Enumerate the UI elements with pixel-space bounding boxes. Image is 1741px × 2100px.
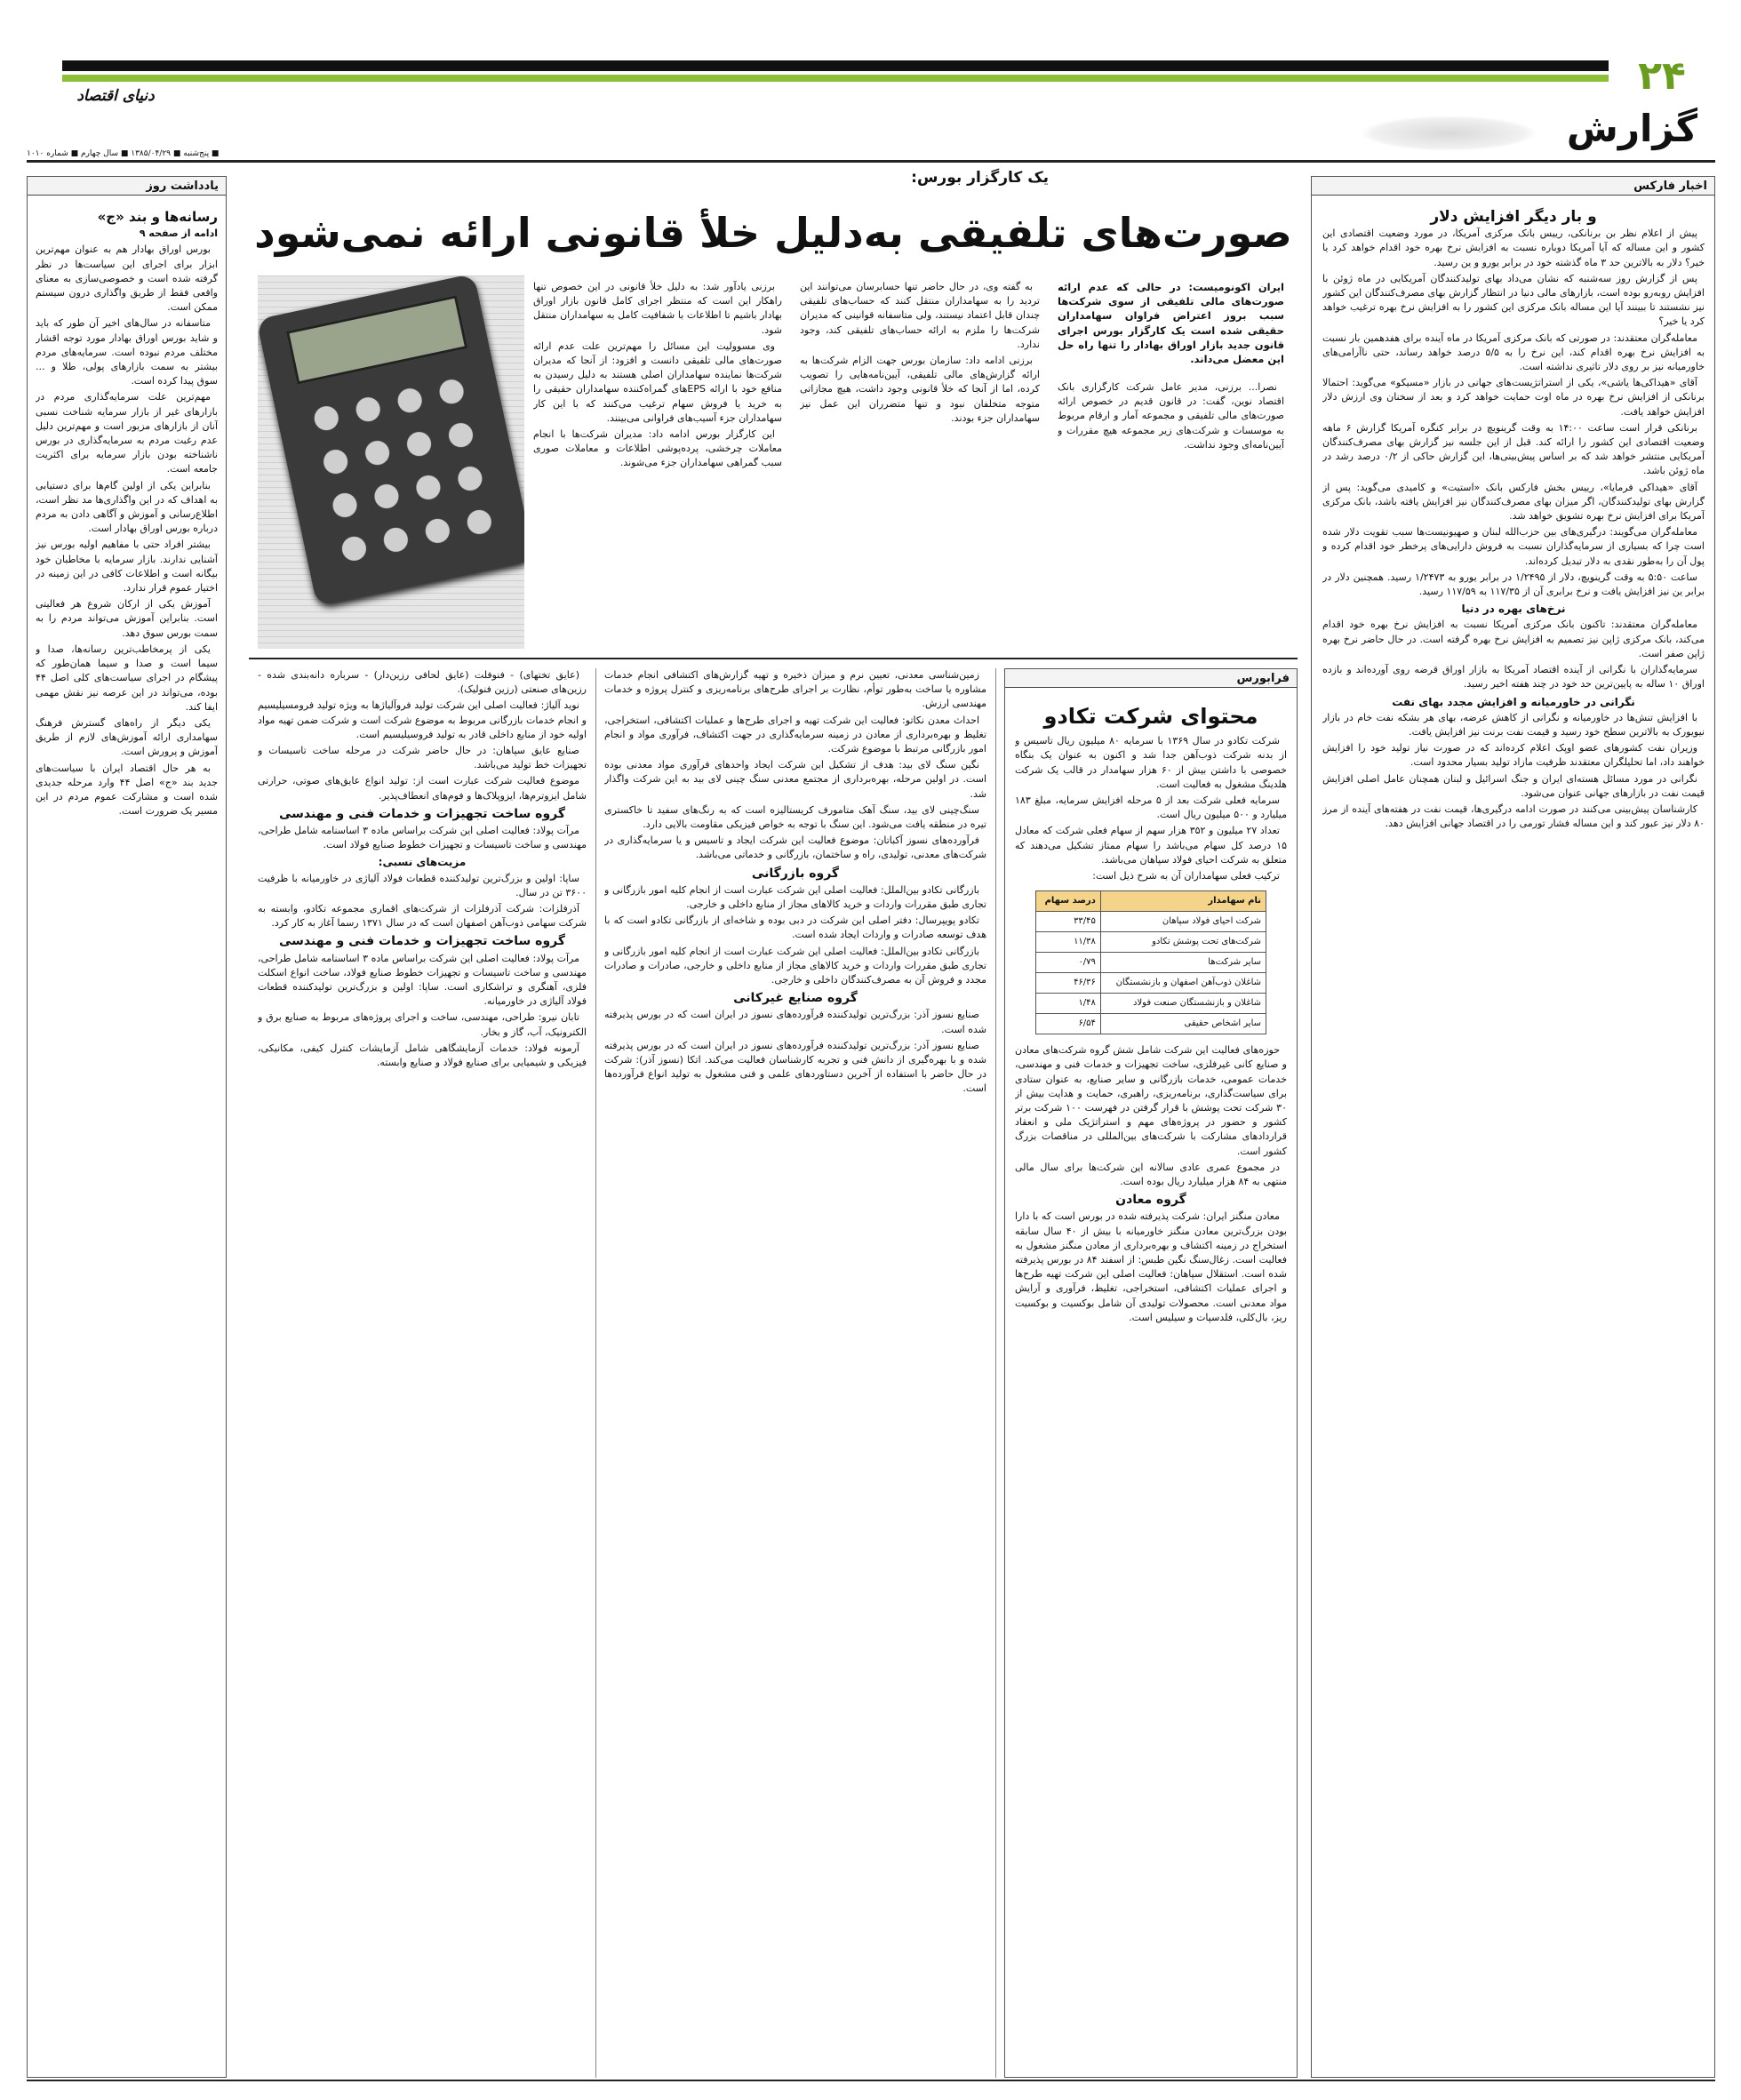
- story-lead-text: ایران اکونومیست: در حالی که عدم ارائه صورت‌های مالی تلفیقی از سوی شرکت‌ها سبب بروز اعتراض فراوان سهامداران حقیقی شده است یک کارگزار بورس اجرای قانون جدید بازار اوراق بهادار را تنها راه حل این معضل می‌داند.: [1058, 281, 1284, 366]
- page-header: [27, 53, 1715, 160]
- forex-column: [1322, 206, 1705, 2068]
- faraboorse-col-c: [258, 668, 587, 2072]
- section-title: گزارش: [1566, 107, 1697, 150]
- note-paragraph: بورس اوراق بهادار هم به عنوان مهم‌ترین ابزار برای اجرای این سیاست‌ها در نظر گرفته شده است و خصوصی‌سازی به معنای واقعی فقط از طریق واگذاری درون سیستم ممکن است.: [36, 244, 218, 314]
- issue-line: ■ پنج‌شنبه ■ ۱۳۸۵/۰۴/۲۹ ■ سال چهارم ■ شماره ۱۰۱۰: [27, 149, 220, 158]
- faraboorse-headline: محتوای شرکت تکادو: [1043, 704, 1258, 729]
- faraboorse-paragraph: بازرگانی تکادو بین‌الملل: فعالیت اصلی این شرکت عبارت است از انجام کلیه امور بازرگانی و تجاری طبق مقررات واردات و خرید کالاهای مجاز از منابع داخلی و خارجی.: [604, 883, 986, 911]
- note-paragraph: متاسفانه در سال‌های اخیر آن طور که باید و شاید بورس اوراق بهادار مورد توجه اقشار مختلف مردم نبوده است. سرمایه‌های مردم بیشتر به سمت بازارهای پولی، طلا و ... سوق پیدا کرده است.: [36, 317, 218, 387]
- table-cell: شرکت‌های تحت پوشش تکادو: [1100, 932, 1266, 953]
- faraboorse-paragraph: موضوع فعالیت شرکت عبارت است از: تولید انواع عایق‌های صوتی، حرارتی شامل ایزوترم‌ها، ایزوپلاک‌ها و فوم‌های انعطاف‌پذیر.: [258, 775, 587, 802]
- group-title: گروه ساخت تجهیزات و خدمات فنی و مهندسی: [278, 934, 565, 949]
- note-paragraph: یکی دیگر از راه‌های گسترش فرهنگ سهامداری ارائه آموزش‌های لازم از طریق آموزش و پرورش است.: [36, 716, 218, 758]
- story-col-1: [1058, 380, 1284, 647]
- table-cell: ۱۱/۳۸: [1036, 932, 1101, 953]
- note-column: [36, 206, 218, 2068]
- world-map-graphic: [1360, 116, 1537, 151]
- story-col-2: [800, 280, 1040, 649]
- forex-paragraph: معامله‌گران معتقدند: تاکنون بانک مرکزی آمریکا نسبت به افزایش نرخ بهره خود اقدام می‌کند، بانک مرکزی ژاپن نیز تصمیم به افزایش نرخ بهره گرفته است. در حال حاضر نرخ بهره ژاپن صفر است.: [1322, 619, 1705, 659]
- table-cell: سایر شرکت‌ها: [1100, 953, 1266, 973]
- faraboorse-paragraph: مرآت پولاد: فعالیت اصلی این شرکت براساس ماده ۳ اساسنامه شامل طراحی، مهندسی و ساخت تاسیسات و تجهیزات خطوط صنایع فولاد است.: [258, 825, 587, 851]
- story-paragraph: برزنی یادآور شد: به دلیل خلأ قانونی در این خصوص تنها راهکار این است که منتظر اجرای کامل قانون بازار اوراق بهادار باشیم تا اطلاعات با شفافیت کامل به سهامداران منتقل شود.: [533, 281, 782, 336]
- faraboorse-paragraph: در مجموع عمری عادی سالانه این شرکت‌ها برای سال مالی منتهی به ۸۴ هزار میلیارد ریال بوده است.: [1015, 1161, 1287, 1188]
- faraboorse-col-b: [604, 668, 986, 2072]
- forex-subhead-oil: نگرانی در خاورمیانه و افزایش مجدد بهای نفت: [1392, 695, 1635, 708]
- faraboorse-paragraph: (عایق تختهای) - فنوفلت (عایق لحافی رزین‌دار) - سرباره دانه‌بندی شده - رزین‌های صنعتی (رزین فنولیک).: [258, 669, 587, 696]
- forex-paragraph: آقای «هیداکی‌ها یاشی»، یکی از استراتژیست‌های جهانی در بازار «مسیکو» می‌گوید: احتمالا برنانکی از افزایش نرخ بهره در ماه اوت حمایت خواهد کرد و بعد از سخنان وی ارزش دلار افزایش خواهد یافت.: [1322, 377, 1705, 418]
- column-rule: [595, 668, 596, 2078]
- forex-paragraph: معامله‌گران می‌گویند: درگیری‌های بین حزب‌الله لبنان و صهیونیست‌ها سبب تقویت دلار شده است چرا که بسیاری از سرمایه‌گذاران نسبت به فروش دارایی‌های پرخطر خود اقدام کرده و پول آن را به‌طور نقدی به دلار تبدیل کرده‌اند.: [1322, 526, 1705, 567]
- faraboorse-paragraph: حوزه‌های فعالیت این شرکت شامل شش گروه شرکت‌های معادن و صنایع کانی غیرفلزی، ساخت تجهیزات و خدمات فنی و مهندسی، خدمات عمومی، خدمات بازرگانی و سایر صنایع، به عنوان ستادی برای سیاست‌گذاری، برنامه‌ریزی، راهبری، حمایت و هدایت بیش از ۳۰ شرکت تحت پوشش با قرار گرفتن در فهرست ۱۰۰ شرکت برتر کشور و حضور در پروژه‌های مهم و استراتژیک ملی و انعقاد قراردادهای مشارکت با شرکت‌های بین‌المللی در مناقصات بزرگ کشور است.: [1015, 1044, 1287, 1157]
- note-paragraph: به هر حال اقتصاد ایران با سیاست‌های جدید بند «ج» اصل ۴۴ وارد مرحله جدیدی شده است و مشارکت عموم مردم در این مسیر یک ضرورت است.: [36, 762, 218, 818]
- forex-paragraph: وزیران نفت کشورهای عضو اوپک اعلام کرده‌اند که در صورت نیاز تولید خود را افزایش خواهند داد، اما تحلیلگران معتقدند ظرفیت مازاد تولید بسیار محدود است.: [1322, 742, 1705, 769]
- note-continued: ادامه از صفحه ۹: [139, 228, 218, 240]
- faraboorse-paragraph: احداث معدن نکاتو: فعالیت این شرکت تهیه و اجرای طرح‌ها و عملیات اکتشافی، استخراجی، تغلیظ و بهره‌برداری از معادن در زمینه سرمایه‌گذاری در جهت اکتشاف، فرآوری مواد و انجام امور بازرگانی مرتبط با موضوع شرکت.: [604, 714, 986, 755]
- forex-paragraph: پیش از اعلام نظر بن برنانکی، رییس بانک مرکزی آمریکا، در مورد وضعیت اقتصادی این کشور و این مساله که آیا آمریکا دوباره نسبت به افزایش نرخ بهره خود اقدام خواهد کرد یا خیر؟ دلار به بالاترین حد ۳ ماه گذشته خود در برابر یورو و ین رسید.: [1322, 228, 1705, 268]
- note-paragraph: مهم‌ترین علت سرمایه‌گذاری مردم در بازارهای غیر از بازار سرمایه شناخت نسبی آنان از بازارهای مزبور است و مهم‌ترین دلیل عدم رغبت مردم به سرمایه‌گذاری در بورس ناشناخته بودن بازار سرمایه برای اکثریت جامعه است.: [36, 391, 218, 475]
- faraboorse-paragraph: ساپا: اولین و بزرگ‌ترین تولیدکننده قطعات فولاد آلیاژی در خاورمیانه با ظرفیت ۳۶۰۰ تن در سال.: [258, 872, 587, 898]
- story-paragraph: برزنی ادامه داد: سازمان بورس جهت الزام شرکت‌ها به ارائه گزارش‌های مالی تلفیقی، آیین‌نامه‌هایی را تصویب کرده، اما از آنجا که خلأ قانونی وجود داشت، هیچ مجازاتی متوجه متخلفان نبود و تنها متضرران این عمل نیز سهامداران جزء بودند.: [800, 355, 1040, 424]
- page-number: ۲۴: [1638, 53, 1686, 99]
- newspaper-logo: دنیای اقتصاد: [76, 87, 155, 105]
- group-text: صنایع نسوز آذر: بزرگ‌ترین تولیدکننده فرآورده‌های نسوز در ایران است که در بورس پذیرفته شده و با بهره‌گیری از دانش فنی و تجربه کارشناسان فعالیت می‌کند. اتکا (نسوز آذر): شرکت در حال حاضر با استفاده از آخرین دستاوردهای علمی و فنی مشغول به تولید انواع فرآورده‌ها است.: [604, 1039, 986, 1095]
- group-text: معادن منگنز ایران: شرکت پذیرفته شده در بورس است که با دارا بودن بزرگ‌ترین معادن منگنز خاورمیانه با بیش از ۴۰ سال سابقه استخراج در زمینه اکتشاف و بهره‌برداری از معادن منگنز مشغول به فعالیت است. زغال‌سنگ نگین طبس: از اسفند ۸۴ در بورس پذیرفته شده است. استقلال سپاهان: فعالیت اصلی این شرکت تهیه طرح‌ها و اجرای عملیات اکتشافی، استخراجی، تغلیظ، فرآوری و آرایش مواد معدنی است. محصولات تولیدی آن شامل بوکسیت و بوکسیت ریز، بال‌کلی، فلدسپات و سیلیس است.: [1015, 1210, 1287, 1323]
- note-paragraph: آموزش یکی از ارکان شروع هر فعالیتی است. بنابراین آموزش می‌تواند مردم را به سمت بورس سوق دهد.: [36, 598, 218, 639]
- faraboorse-paragraph: تعداد ۲۷ میلیون و ۳۵۲ هزار سهم از سهام فعلی شرکت که معادل ۱۵ درصد کل سهام می‌باشد را سهام ممتاز تشکیل می‌دهند که متعلق به شرکت احیای فولاد سپاهان می‌باشد.: [1015, 825, 1287, 866]
- table-row: [1036, 994, 1266, 1014]
- table-row: [1036, 912, 1266, 932]
- group-title: گروه معادن: [1115, 1193, 1186, 1208]
- faraboorse-paragraph: نوید آلیاژ: فعالیت اصلی این شرکت تولید فروآلیاژها به ویژه تولید فرومسیلیسیم و انجام خدمات بازرگانی مربوط به موضوع شرکت است و شرکت ضمن تهیه مواد اولیه خود از منابع داخلی قادر به تولید فروسیلیسیم است.: [258, 699, 587, 740]
- faraboorse-paragraph: صنایع عایق سپاهان: در حال حاضر شرکت در مرحله ساخت تاسیسات و تجهیزات خط تولید می‌باشد.: [258, 745, 587, 771]
- group-title: گروه صنایع غیرکانی: [733, 991, 858, 1006]
- table-cell: ۴۶/۳۶: [1036, 973, 1101, 994]
- faraboorse-paragraph: فرآورده‌های نسوز آکباتان: موضوع فعالیت این شرکت ایجاد و تاسیس و یا سرمایه‌گذاری در شرکت‌های معدنی، تولیدی، راه و ساختمان، بازرگانی و خدماتی می‌باشد.: [604, 834, 986, 861]
- table-row: [1036, 932, 1266, 953]
- forex-box-label: اخبار فارکس: [1311, 176, 1715, 196]
- faraboorse-paragraph: نگین سنگ لای بید: هدف از تشکیل این شرکت ایجاد واحد‌های فرآوری مواد معدنی بوده است. در اولین مرحله، بهره‌برداری از مجتمع معدنی سنگ چینی لای بید به این شرکت واگذار شد.: [604, 759, 986, 800]
- group-text: بازرگانی تکادو بین‌الملل: فعالیت اصلی این شرکت عبارت است از انجام کلیه امور بازرگانی و تجاری طبق مقررات واردات و خرید کالاهای مجاز از منابع داخلی و خارجی، صادرات و صادرات مجدد و فروش آن به مصرف‌کنندگان داخلی و خارجی.: [604, 945, 986, 986]
- story-paragraph: به گفته وی، در حال حاضر تنها حسابرسان می‌توانند این تردید را به سهامداران منتقل کنند که حساب‌های تلفیقی چندان قابل اعتماد نیستند، ولی متاسفانه قوانینی که مدیران شرکت‌ها را ملزم به ارائه حساب‌های تلفیقی کند، وجود ندارد.: [800, 281, 1040, 350]
- story-headline: صورت‌های تلفیقی به‌دلیل خلأ قانونی ارائه نمی‌شود: [254, 209, 1292, 257]
- note-headline: رسانه‌ها و بند «ج»: [97, 209, 218, 225]
- shareholder-table: [1035, 890, 1266, 1034]
- faraboorse-paragraph: صنایع نسوز آذر: بزرگ‌ترین تولیدکننده فرآورده‌های نسوز در ایران است که در بورس پذیرفته شده است.: [604, 1009, 986, 1035]
- story-paragraph: نصرا... برزنی، مدیر عامل شرکت کارگزاری بانک اقتصاد نوین، گفت: در قانون قدیم در خصوص ارائه صورت‌های مالی تلفیقی و مجموعه آمار و ارقام مربوط به موسسات و شرکت‌های زیر مجموعه هیچ مقررات و آیین‌نامه‌ای وجود نداشت.: [1058, 381, 1284, 451]
- story-lead: [1058, 280, 1284, 378]
- forex-paragraph: پس از گزارش روز سه‌شنبه که نشان می‌داد بهای تولیدکنندگان آمریکایی در ماه ژوئن با افزایش روبه‌رو بوده است، بازارهای مالی دنیا در انتظار گزارش بهای مصرف‌کنندگان این کشور نیز نشستند تا ببینند آیا این مساله بانک مرکزی این کشور را به افزایش نرخ بهره ترغیب خواهد کرد یا خیر؟: [1322, 272, 1705, 328]
- note-paragraph: بیشتر افراد حتی با مفاهیم اولیه بورس نیز آشنایی ندارند. بازار سرمایه با مخاطبان خود بیگانه است و اطلاعات کافی در این زمینه در اختیار عموم قرار ندارد.: [36, 539, 218, 595]
- faraboorse-box-label: فرابورس: [1004, 668, 1298, 688]
- column-rule: [995, 668, 996, 2078]
- faraboorse-col-a: [1015, 702, 1287, 2071]
- page-bottom-rule: [27, 2080, 1715, 2081]
- faraboorse-paragraph: تابان نیرو: طراحی، مهندسی، ساخت و اجرای پروژه‌های مربوط به صنایع برق و الکترونیک، آب، گاز و بخار.: [258, 1011, 587, 1038]
- subhead: مزیت‌های نسبی:: [378, 856, 467, 869]
- table-cell: شاغلان ذوب‌آهن اصفهان و بازنشستگان: [1100, 973, 1266, 994]
- forex-subhead-rates: نرخ‌های بهره در دنیا: [1461, 603, 1566, 616]
- forex-paragraph: ساعت ۵:۵۰ به وقت گرینویچ، دلار از ۱/۲۴۹۵ در برابر یورو به ۱/۲۴۷۳ رسید. همچنین دلار در برابر ین نیز افزایش یافت و نرخ برابری آن از ۱۱۷/۳۵ به ۱۱۷/۵۹ رسید.: [1322, 571, 1705, 598]
- table-cell: ۱/۴۸: [1036, 994, 1101, 1014]
- table-header-row: [1036, 891, 1266, 912]
- table-header: درصد سهام: [1036, 891, 1101, 912]
- table-row: [1036, 953, 1266, 973]
- faraboorse-paragraph: تکادو پویپرسال: دفتر اصلی این شرکت در دبی بوده و شاخه‌ای از بازرگانی تکادو است که با هدف توسعه صادرات و واردات ایجاد شده است.: [604, 914, 986, 941]
- faraboorse-paragraph: زمین‌شناسی معدنی، تعیین نرم و میزان ذخیره و تهیه گزارش‌های اکتشافی انجام خدمات مشاوره یا ساخت به‌طور توأم، نظارت بر اجرای طرح‌های برنامه‌ریزی و کنترل پروژه و خدمات مهندسی ارزش.: [604, 669, 986, 710]
- story-col-3: [533, 280, 782, 649]
- faraboorse-paragraph: آذرفلزات: شرکت آذرفلزات از شرکت‌های اقماری مجموعه تکادو، وابسته به شرکت سهامی ذوب‌آهن اصفهان است که در سال ۱۳۷۱ رسما آغاز به کار کرد.: [258, 903, 587, 930]
- story-kicker: یک کارگزار بورس:: [911, 169, 1049, 187]
- story-paragraph: این کارگزار بورس ادامه داد: مدیران شرکت‌ها با انجام معاملات چرخشی، پرده‌پوشی اطلاعات و معاملات صوری سبب گمراهی سهامداران جزء می‌شوند.: [533, 428, 782, 469]
- faraboorse-paragraph: شرکت تکادو در سال ۱۳۶۹ با سرمایه ۸۰ میلیون ریال تاسیس و از بدنه شرکت ذوب‌آهن جدا شد و اکنون به عنوان یک بنگاه خصوصی با داشتن بیش از ۶۰ هزار سهامدار در قالب یک شرکت هلدینگ مشغول به فعالیت است.: [1015, 735, 1287, 790]
- forex-paragraph: آقای «هیداکی فرمایا»، رییس بخش فارکس بانک «استیت» و کامیدی می‌گوید: پس از گزارش بهای تولیدکنندگان، اگر میزان بهای مصرف‌کنندگان نیز افزایش یافته باشد، بانک مرکزی آمریکا برای افزایش نرخ بهره تشویق خواهد شد.: [1322, 481, 1705, 523]
- forex-paragraph: سرمایه‌گذاران با نگرانی از آینده اقتصاد آمریکا به بازار اوراق قرضه روی آورده‌اند و بازده اوراق ۱۰ ساله به پایین‌ترین حد خود در چند هفته اخیر رسید.: [1322, 664, 1705, 691]
- group-title: گروه بازرگانی: [751, 866, 840, 881]
- table-cell: ۰/۷۹: [1036, 953, 1101, 973]
- forex-paragraph: با افزایش تنش‌ها در خاورمیانه و نگرانی از کاهش عرضه، بهای هر بشکه نفت خام در بازار نیویورک به بالاترین سطح خود رسید و قیمت نفت برنت نیز افزایش یافت.: [1322, 711, 1705, 738]
- green-band: [62, 75, 1609, 82]
- table-row: [1036, 973, 1266, 994]
- table-cell: شاغلان و بازنشستگان صنعت فولاد: [1100, 994, 1266, 1014]
- table-cell: شرکت احیای فولاد سپاهان: [1100, 912, 1266, 932]
- table-row: [1036, 1014, 1266, 1034]
- faraboorse-paragraph: ترکیب فعلی سهامداران آن به شرح ذیل است:: [1092, 870, 1280, 882]
- top-rule: [62, 60, 1609, 71]
- group-title: گروه ساخت تجهیزات و خدمات فنی و مهندسی: [278, 806, 565, 821]
- calculator-photo: [258, 275, 524, 649]
- forex-paragraph: برنانکی قرار است ساعت ۱۴:۰۰ به وقت گرینویچ در برابر کنگره آمریکا گزارش ۶ ماهه وضعیت اقتصادی این کشور را ارائه کند. قبل از این جلسه نیز گزارش بهای مصرف‌کنندگان آمریکایی منتشر خواهد شد که بر اساس پیش‌بینی‌ها، این گزارش حاکی از ۰/۲ درصد رشد در ماه ژوئن باشد.: [1322, 421, 1705, 477]
- table-header: نام سهامدار: [1100, 891, 1266, 912]
- group-text: مرآت پولاد: فعالیت اصلی این شرکت براساس ماده ۳ اساسنامه شامل طراحی، مهندسی و ساخت تاسیسات و تجهیزات خطوط صنایع فولاد، ساخت انواع اسکلت فلزی، آهنگری و تراشکاری است. ساپا: اولین و بزرگ‌ترین تولیدکننده قطعات فولاد آلیاژی در خاورمیانه.: [258, 952, 587, 1008]
- table-cell: ۶/۵۴: [1036, 1014, 1101, 1034]
- forex-paragraph: نگرانی در مورد مسائل هسته‌ای ایران و جنگ اسرائیل و لبنان همچنان عامل اصلی افزایش قیمت نفت در بازارهای جهانی عنوان می‌شود.: [1322, 772, 1705, 799]
- table-cell: ۳۳/۴۵: [1036, 912, 1101, 932]
- calculator-keys: [301, 366, 503, 575]
- note-paragraph: یکی از پرمخاطب‌ترین رسانه‌ها، صدا و سیما است و صدا و سیما همان‌طور که پیشگام در اجرای سیاست‌های کلی اصل ۴۴ بوده، می‌تواند در این عرصه نیز نقش مهمی ایفا کند.: [36, 643, 218, 713]
- forex-paragraph: کارشناسان پیش‌بینی می‌کنند در صورت ادامه درگیری‌ها، قیمت نفت در هفته‌های آینده از مرز ۸۰ دلار نیز عبور کند و این مساله فشار تورمی را در اقتصاد جهانی افزایش دهد.: [1322, 802, 1705, 830]
- header-bottom-rule: [27, 160, 1715, 163]
- faraboorse-paragraph: سنگ‌چینی لای بید، سنگ آهک متامورف کریستالیزه است که به رنگ‌های سفید تا خاکستری تیره در منطقه یافت می‌شود. این سنگ با توجه به خواص فیزیکی مقاومت بالایی دارد.: [604, 803, 986, 831]
- forex-headline: و بار دیگر افزایش دلار: [1430, 208, 1597, 226]
- story-divider: [249, 658, 1298, 659]
- story-paragraph: وی مسوولیت این مسائل را مهم‌ترین علت عدم ارائه صورت‌های مالی تلفیقی دانست و افزود: از آنجا که مدیران شرکت‌ها نماینده سهامداران اصلی هستند به دلیل رسیدن به منافع خود با ارائه EPS‌های گمراه‌کننده سهامداران حقیقی را به خرید یا فروش سهام ترغیب می‌کنند که با این کار سهامداران جزء آسیب‌های فراوانی می‌بینند.: [533, 339, 782, 424]
- faraboorse-paragraph: آرمونه فولاد: خدمات آزمایشگاهی شامل آزمایشات کنترل کیفی، مکانیکی، فیزیکی و شیمیایی برای صنایع فولاد و صنایع وابسته.: [258, 1042, 587, 1069]
- faraboorse-paragraph: سرمایه فعلی شرکت بعد از ۵ مرحله افزایش سرمایه، مبلغ ۱۸۳ میلیارد و ۵۰۰ میلیون ریال است.: [1015, 794, 1287, 821]
- note-box-label: یادداشت روز: [27, 176, 227, 196]
- table-cell: سایر اشخاص حقیقی: [1100, 1014, 1266, 1034]
- note-paragraph: بنابراین یکی از اولین گام‌ها برای دستیابی به اهداف که در این واگذاری‌ها مد نظر است، اطلاع‌رسانی و آموزش و آگاهی دادن به مردم درباره بورس اوراق بهادار است.: [36, 479, 218, 535]
- forex-paragraph: معامله‌گران معتقدند: در صورتی که بانک مرکزی آمریکا در ماه آینده برای هفدهمین بار نسبت به افزایش نرخ بهره اقدام کند، این نرخ را به ۵/۵ درصد خواهد رساند، حتی ناآرامی‌های خاورمیانه نیز بر روی دلار تاثیری نداشته است.: [1322, 331, 1705, 373]
